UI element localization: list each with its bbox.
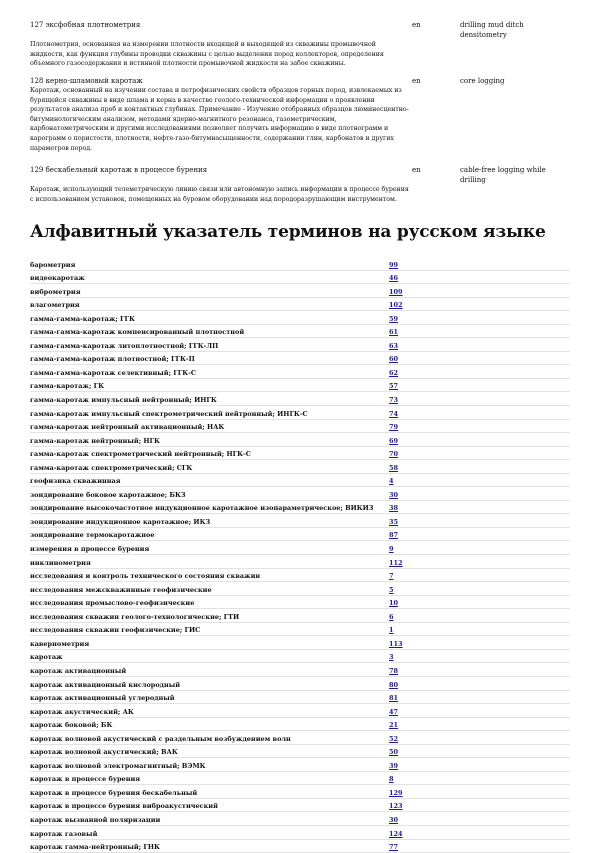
index-row	[30, 365, 570, 379]
index-term: гамма-каротаж спектрометрический нейтронный; НГК-С	[30, 450, 251, 459]
index-row	[30, 501, 570, 515]
index-row	[30, 325, 570, 339]
index-term-number-link[interactable]: 70	[389, 450, 399, 459]
index-term-number-link[interactable]: 61	[389, 328, 399, 337]
index-row	[30, 636, 570, 650]
index-term-number-link[interactable]: 129	[389, 788, 403, 797]
index-term-number-link[interactable]: 3	[389, 653, 394, 662]
index-term: инклинометрия	[30, 558, 91, 567]
index-row	[30, 284, 570, 298]
index-row	[30, 433, 570, 447]
index-term: каротаж волновой акустический с раздельным возбуждением волн	[30, 734, 291, 743]
term-english: core logging	[460, 77, 505, 85]
index-term-number-link[interactable]: 81	[389, 694, 399, 703]
index-row	[30, 812, 570, 826]
index-heading: Алфавитный указатель терминов на русском языке	[30, 222, 546, 242]
index-term-number-link[interactable]: 57	[389, 382, 399, 391]
index-term: гамма-гамма-каротаж литоплотностной; ГГК-ЛП	[30, 341, 219, 350]
index-term: исследования скважин геолого-технологические; ГТИ	[30, 612, 240, 621]
index-term-number-link[interactable]: 30	[389, 490, 399, 499]
index-term-number-link[interactable]: 60	[389, 355, 399, 364]
index-row	[30, 271, 570, 285]
term-entry-127	[30, 20, 570, 69]
index-term: гамма-каротаж; ГК	[30, 382, 105, 391]
index-term-number-link[interactable]: 73	[389, 396, 399, 405]
index-term: каротаж активационный	[30, 666, 127, 675]
index-row	[30, 718, 570, 732]
index-row	[30, 785, 570, 799]
index-term: каротаж в процессе бурения виброакустический	[30, 802, 218, 811]
index-term-number-link[interactable]: 74	[389, 409, 399, 418]
index-row	[30, 541, 570, 555]
index-term: видеокаротаж	[30, 274, 85, 283]
index-term-number-link[interactable]: 124	[389, 829, 403, 838]
index-row	[30, 569, 570, 583]
index-term: влагометрия	[30, 301, 80, 310]
index-term-number-link[interactable]: 79	[389, 423, 399, 432]
index-term: каротаж волновой акустический; ВАК	[30, 748, 178, 757]
index-term-number-link[interactable]: 63	[389, 341, 399, 350]
index-term: исследования скважин геофизические; ГИС	[30, 626, 201, 635]
index-term-number-link[interactable]: 113	[389, 639, 403, 648]
index-term-number-link[interactable]: 46	[389, 274, 399, 283]
index-term: исследования межскважинные геофизические	[30, 585, 212, 594]
index-row	[30, 663, 570, 677]
index-term-number-link[interactable]: 109	[389, 287, 403, 296]
index-term: каротаж гамма-нейтронный; ГНК	[30, 843, 160, 852]
index-row	[30, 298, 570, 312]
index-term-number-link[interactable]: 1	[389, 626, 394, 635]
index-row	[30, 772, 570, 786]
index-term-number-link[interactable]: 21	[389, 721, 399, 730]
index-term: каротаж в процессе бурения бескабельный	[30, 788, 198, 797]
index-row	[30, 311, 570, 325]
index-term-number-link[interactable]: 39	[389, 761, 399, 770]
index-term-number-link[interactable]: 7	[389, 572, 394, 581]
index-row	[30, 826, 570, 840]
index-row	[30, 745, 570, 759]
index-term-number-link[interactable]: 87	[389, 531, 399, 540]
index-term-number-link[interactable]: 47	[389, 707, 399, 716]
index-row	[30, 704, 570, 718]
index-row	[30, 623, 570, 637]
term-language: en	[412, 166, 421, 174]
index-term: каротаж волновой электромагнитный; ВЭМК	[30, 761, 206, 770]
index-row	[30, 514, 570, 528]
index-term-number-link[interactable]: 77	[389, 843, 399, 852]
index-term: каротаж	[30, 653, 63, 662]
index-row	[30, 379, 570, 393]
index-term: зондирование боковое каротажное; БКЗ	[30, 490, 186, 499]
index-row	[30, 691, 570, 705]
index-term: кавернометрия	[30, 639, 90, 648]
term-title: 128 керно-шламовый каротаж	[30, 77, 143, 85]
term-index-list	[30, 257, 570, 853]
index-term-number-link[interactable]: 99	[389, 260, 399, 269]
term-english: drilling mud ditch densitometry	[460, 21, 524, 39]
index-term: гамма-каротаж нейтронный; НГК	[30, 436, 160, 445]
index-term: исследования промыслово-геофизические	[30, 599, 195, 608]
index-term-number-link[interactable]: 78	[389, 666, 399, 675]
index-row	[30, 758, 570, 772]
index-term-number-link[interactable]: 59	[389, 314, 399, 323]
term-entry-129	[30, 165, 570, 204]
index-row	[30, 799, 570, 813]
index-row	[30, 460, 570, 474]
index-term-number-link[interactable]: 38	[389, 504, 399, 513]
index-term: гамма-гамма-каротаж плотностной; ГГК-П	[30, 355, 195, 364]
index-term-number-link[interactable]: 8	[389, 775, 394, 784]
index-row	[30, 406, 570, 420]
index-term: гамма-каротаж нейтронный активационный; НАК	[30, 423, 225, 432]
index-term: каротаж в процессе бурения	[30, 775, 141, 784]
term-definition: Каротаж, основанный на изучении состава и петрофизических свойств образцов горных пород, извлекаемых из бурящейся скважины в виде шлама и керна в качестве геолого-технической информации о проявлении результатов анализа проб и контактных глубинах. Примечание - Изучение отобранных образцов люминесцентно-битуминологическим анализом, методами ядерно-магнитного резонанса, газометрическим, карбонатометрическим и другими исследованиями позволяет получить информацию в виде плотнограмм и карограмм о пористости, плотности, нефте-газо-битумнасыщенности, содержании глин, карбонатов и других параметров пород.	[30, 87, 409, 152]
index-term-number-link[interactable]: 4	[389, 477, 394, 486]
index-term: каротаж активационный углеродный	[30, 694, 175, 703]
term-entry-128	[30, 76, 570, 153]
index-term-number-link[interactable]: 30	[389, 815, 399, 824]
index-term: измерения в процессе бурения	[30, 545, 150, 554]
index-term: исследования и контроль технического состояния скважин	[30, 572, 261, 581]
index-term: каротаж вызванной поляризации	[30, 815, 161, 824]
index-row	[30, 609, 570, 623]
index-row	[30, 338, 570, 352]
index-term-number-link[interactable]: 6	[389, 612, 394, 621]
index-term-number-link[interactable]: 10	[389, 599, 399, 608]
index-term: гамма-каротаж импульсный нейтронный; ИНГК	[30, 396, 217, 405]
index-term: гамма-каротаж импульсный спектрометрический нейтронный; ИНГК-С	[30, 409, 308, 418]
index-term-number-link[interactable]: 69	[389, 436, 399, 445]
index-term-number-link[interactable]: 62	[389, 368, 399, 377]
index-term-number-link[interactable]: 80	[389, 680, 399, 689]
index-term: гамма-гамма-каротаж селективный; ГГК-С	[30, 368, 197, 377]
index-term: каротаж боковой; БК	[30, 721, 113, 730]
term-english: cable-free logging while drilling	[460, 166, 546, 184]
index-term-number-link[interactable]: 52	[389, 734, 399, 743]
index-term-number-link[interactable]: 112	[389, 558, 403, 567]
index-term: каротаж акустический; АК	[30, 707, 134, 716]
index-row	[30, 677, 570, 691]
index-row	[30, 392, 570, 406]
index-row	[30, 257, 570, 271]
index-term-number-link[interactable]: 58	[389, 463, 399, 472]
index-term-number-link[interactable]: 50	[389, 748, 399, 757]
term-title: 127 эксфобная плотнометрия	[30, 21, 141, 29]
index-term: зондирование высокочастотное индукционное каротажное изопараметрическое; ВИКИЗ	[30, 504, 374, 513]
index-row	[30, 731, 570, 745]
term-language: en	[412, 77, 421, 85]
index-term-number-link[interactable]: 35	[389, 517, 399, 526]
index-term: геофизика скважинная	[30, 477, 121, 486]
index-term-number-link[interactable]: 123	[389, 802, 403, 811]
index-term: каротаж газовый	[30, 829, 98, 838]
term-title: 129 бескабельный каротаж в процессе бурения	[30, 166, 208, 174]
term-definition: Каротаж, использующий телеметрическую линию связи или автономную запись информации в процессе бурения с использованием установок, помещенных на буровом оборудовании над породоразрушающим инструментом.	[30, 186, 409, 203]
index-term-number-link[interactable]: 9	[389, 545, 394, 554]
index-row	[30, 582, 570, 596]
index-term: виброметрия	[30, 287, 81, 296]
index-row	[30, 447, 570, 461]
index-term: гамма-гамма-каротаж компенсированный плотностной	[30, 328, 245, 337]
term-definition: Плотнометрия, основанная на измерении плотности входящей и выходящей из скважины промывочной жидкости, как функция глубины проводки скважины с целью выделения пород коллекторов, определения объемного газосодержания и истинной плотности промывочной жидкости на забое скважины.	[30, 41, 384, 68]
index-term: каротаж активационный кислородный	[30, 680, 181, 689]
index-term: гамма-гамма-каротаж; ГГК	[30, 314, 135, 323]
index-row	[30, 487, 570, 501]
index-row	[30, 650, 570, 664]
index-term: зондирование индукционное каротажное; ИКЗ	[30, 517, 211, 526]
index-term-number-link[interactable]: 5	[389, 585, 394, 594]
index-row	[30, 474, 570, 488]
index-row	[30, 555, 570, 569]
index-term: зондирование термокаротажное	[30, 531, 155, 540]
index-row	[30, 528, 570, 542]
index-term: барометрия	[30, 260, 76, 269]
index-term: гамма-каротаж спектрометрический; СГК	[30, 463, 193, 472]
index-row	[30, 420, 570, 434]
index-term-number-link[interactable]: 102	[389, 301, 403, 310]
index-row	[30, 352, 570, 366]
term-language: en	[412, 21, 421, 29]
index-row	[30, 596, 570, 610]
